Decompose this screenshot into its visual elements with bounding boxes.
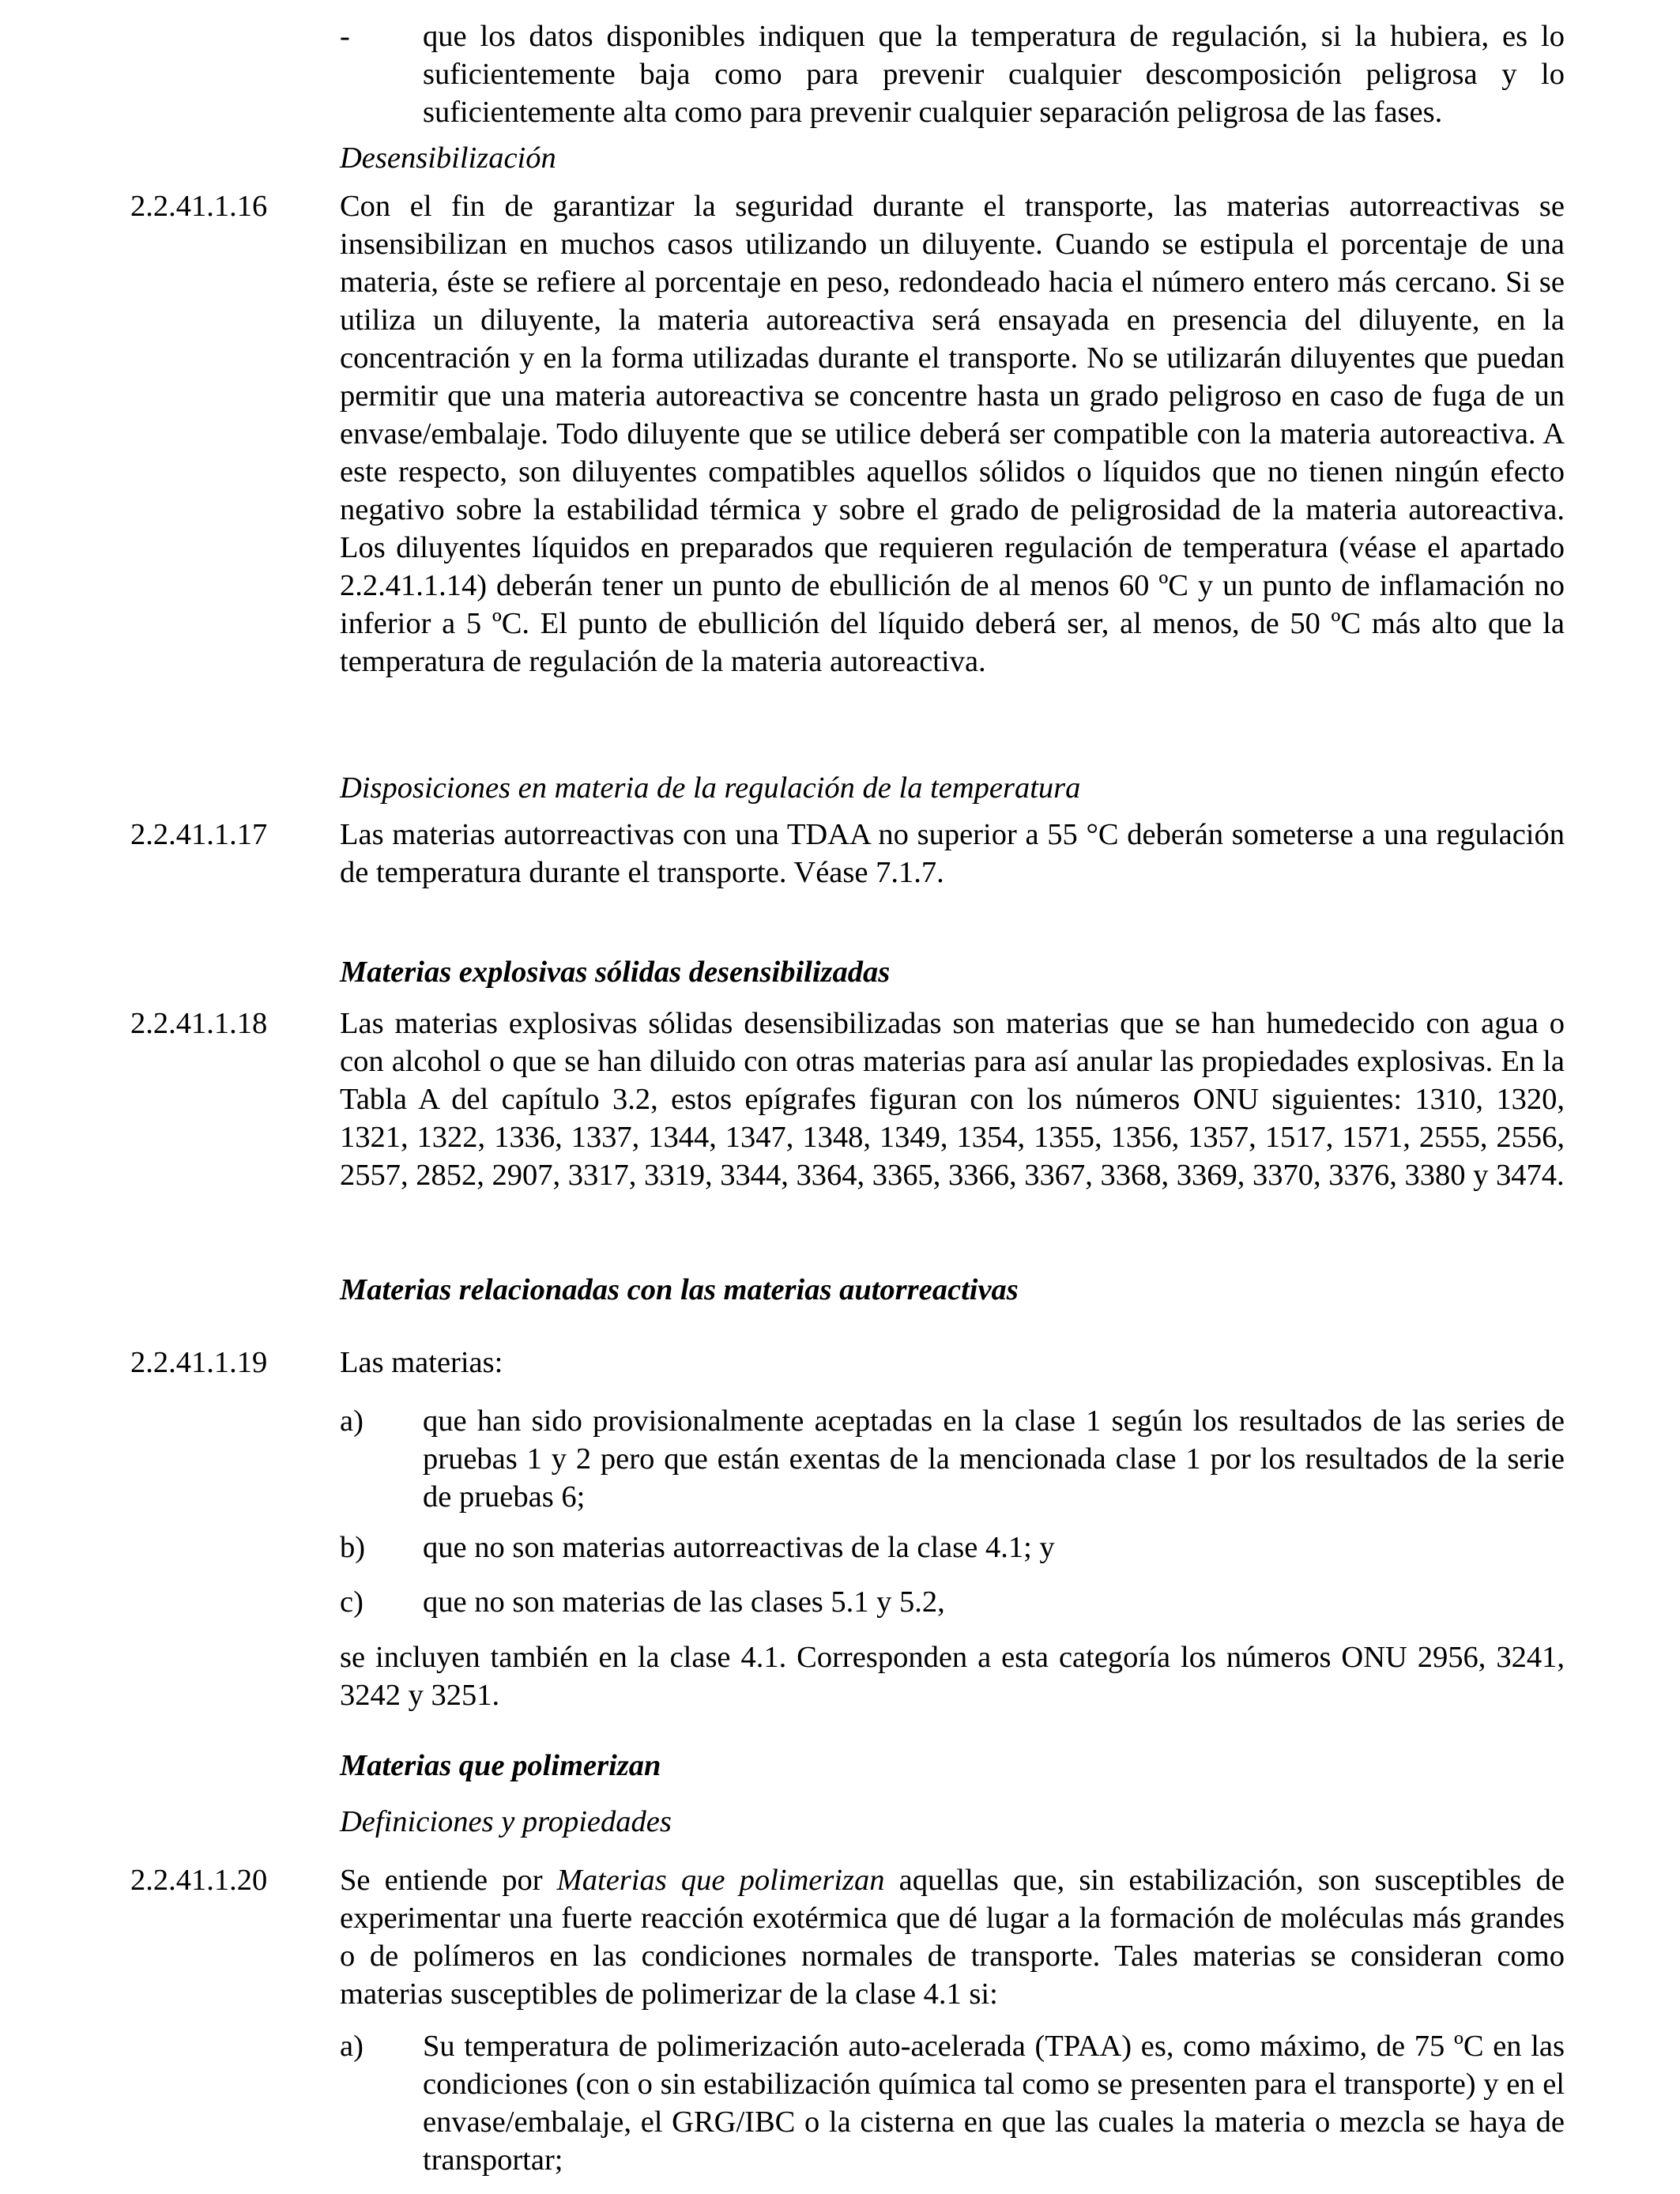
paragraph-text: se incluyen también en la clase 4.1. Corresponden a esta categoría los números ONU 2956, 3241, 3242 y 3251.	[340, 1641, 1565, 1712]
subheading-text: Definiciones y propiedades	[340, 1805, 672, 1838]
paragraph-number: 2.2.41.1.19	[130, 1346, 268, 1379]
paragraph-number: 2.2.41.1.18	[130, 1007, 268, 1040]
list-marker: c)	[340, 1585, 363, 1619]
paragraph-number: 2.2.41.1.17	[130, 818, 268, 851]
list-item-text: que no son materias autorreactivas de la clase 4.1; y	[423, 1531, 1055, 1564]
heading-text: Materias explosivas sólidas desensibilizadas	[340, 956, 891, 989]
list-item-text: que los datos disponibles indiquen que la temperatura de regulación, si la hubiera, es lo suficientemente baja como para prevenir cualquier descomposición peligrosa y lo suficientemente alta como para prevenir cualquier separación peligrosa de las fases.	[423, 20, 1565, 129]
list-marker: b)	[340, 1531, 366, 1564]
heading-text: Materias que polimerizan	[340, 1749, 661, 1782]
paragraph-text: Las materias explosivas sólidas desensibilizadas son materias que se han humedecido con agua o con alcohol o que se han diluido con otras materias para así anular las propiedades explosivas. En la Tabla A del capítulo 3.2, estos epígrafes figuran con los números ONU siguientes: 1310, 1320, 1321, 1322, 1336, 1337, 1344, 1347, 1348, 1349, 1354, 1355, 1356, 1357, 1517, 1571, 2555, 2556, 2557, 2852, 2907, 3317, 3319, 3344, 3364, 3365, 3366, 3367, 3368, 3369, 3370, 3376, 3380 y 3474.	[340, 1007, 1565, 1192]
list-item-text: que han sido provisionalmente aceptadas en la clase 1 según los resultados de las series de pruebas 1 y 2 pero que están exentas de la mencionada clase 1 por los resultados de la serie de pruebas 6;	[423, 1404, 1565, 1514]
text-run: Se entiende por	[340, 1864, 557, 1897]
defined-term: Materias que polimerizan	[556, 1864, 885, 1897]
heading-text: Materias relacionadas con las materias autorreactivas	[340, 1273, 1019, 1306]
subheading-text: Disposiciones en materia de la regulación de la temperatura	[340, 771, 1081, 805]
paragraph-lead: Las materias:	[340, 1346, 503, 1379]
list-item-text: Su temperatura de polimerización auto-acelerada (TPAA) es, como máximo, de 75 ºC en las condiciones (con o sin estabilización química tal como se presenten para el transporte) y en el envase/embalaje, el GRG/IBC o la cisterna en que las cuales la materia o mezcla se haya de transportar;	[423, 2030, 1565, 2177]
list-marker: a)	[340, 1404, 363, 1438]
paragraph-text	[340, 1861, 1565, 2013]
list-item-text: que no son materias de las clases 5.1 y 5.2,	[423, 1585, 945, 1619]
subheading-text: Desensibilización	[340, 141, 556, 175]
list-marker: -	[340, 20, 350, 53]
paragraph-text: Con el fin de garantizar la seguridad durante el transporte, las materias autorreactivas se insensibilizan en muchos casos utilizando un diluyente. Cuando se estipula el porcentaje de una materia, éste se refiere al porcentaje en peso, redondeado hacia el número entero más cercano. Si se utiliza un diluyente, la materia autoreactiva será ensayada en presencia del diluyente, en la concentración y en la forma utilizadas durante el transporte. No se utilizarán diluyentes que puedan permitir que una materia autoreactiva se concentre hasta un grado peligroso en caso de fuga de un envase/embalaje. Todo diluyente que se utilice deberá ser compatible con la materia autoreactiva. A este respecto, son diluyentes compatibles aquellos sólidos o líquidos que no tienen ningún efecto negativo sobre la estabilidad térmica y sobre el grado de peligrosidad de la materia autoreactiva. Los diluyentes líquidos en preparados que requieren regulación de temperatura (véase el apartado 2.2.41.1.14) deberán tener un punto de ebullición de al menos 60 ºC y un punto de inflamación no inferior a 5 ºC. El punto de ebullición del líquido deberá ser, al menos, de 50 ºC más alto que la temperatura de regulación de la materia autoreactiva.	[340, 190, 1565, 678]
paragraph-number: 2.2.41.1.20	[130, 1864, 268, 1897]
list-marker: a)	[340, 2030, 363, 2063]
text-run: aquellas que, sin estabilización, son susceptibles de experimentar una fuerte reacción exotérmica que dé lugar a la formación de moléculas más grandes o de polímeros en las condiciones normales de transporte. Tales materias se consideran como materias susceptibles de polimerizar de la clase 4.1 si:	[340, 1864, 1565, 2011]
paragraph-text: Las materias autorreactivas con una TDAA no superior a 55 °C deberán someterse a una regulación de temperatura durante el transporte. Véase 7.1.7.	[340, 818, 1565, 889]
paragraph-number: 2.2.41.1.16	[130, 190, 268, 223]
